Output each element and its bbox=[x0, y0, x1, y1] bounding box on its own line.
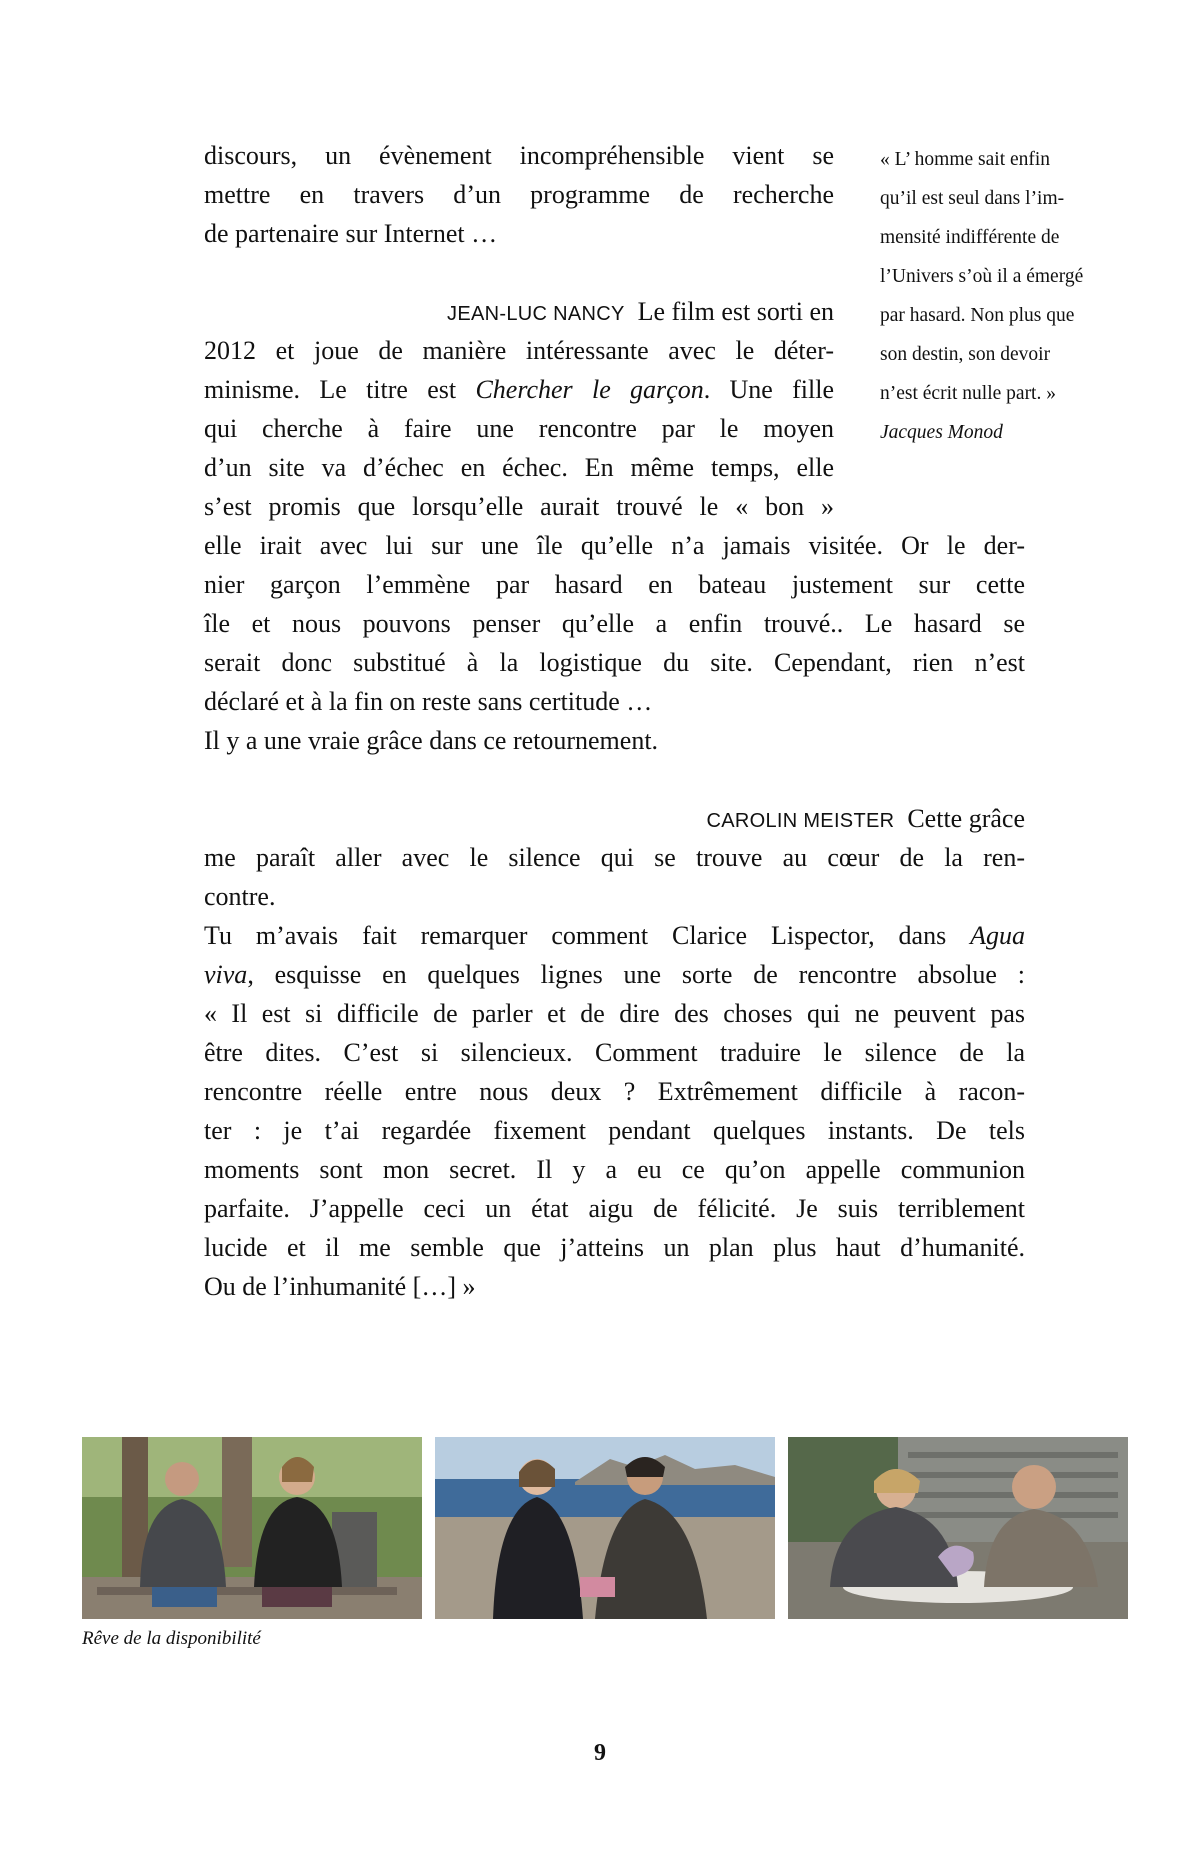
text-line: discours, un évènement incompréhensible vient se bbox=[204, 141, 834, 170]
text-line: de partenaire sur Internet … bbox=[204, 219, 498, 248]
text-line: serait donc substitué à la logistique du site. Cependant, rien n’est bbox=[204, 648, 1025, 677]
text-line: ter : je t’ai regardée fixement pendant quelques instants. De tels bbox=[204, 1116, 1025, 1145]
text-line: d’un site va d’échec en échec. En même temps, elle bbox=[204, 453, 834, 482]
speaker-name: JEAN-LUC NANCY bbox=[447, 303, 625, 325]
park-bench-still bbox=[82, 1437, 422, 1619]
text-line: mettre en travers d’un programme de recherche bbox=[204, 180, 834, 209]
text-line: être dites. C’est si silencieux. Comment traduire le silence de la bbox=[204, 1038, 1025, 1067]
seaside-still bbox=[435, 1437, 775, 1619]
text-line: déclaré et à la fin on reste sans certitude … bbox=[204, 687, 653, 716]
book-title: Agua bbox=[970, 921, 1025, 950]
text-line: moments sont mon secret. Il y a eu ce qu’on appelle communion bbox=[204, 1155, 1025, 1184]
film-title: Chercher le garçon bbox=[475, 375, 704, 404]
quote-line: par hasard. Non plus que bbox=[880, 305, 1075, 326]
quote-line: qu’il est seul dans l’im- bbox=[880, 188, 1065, 209]
quote-line: n’est écrit nulle part. » bbox=[880, 383, 1056, 404]
text-line: lucide et il me semble que j’atteins un plan plus haut d’humanité. bbox=[204, 1233, 1025, 1262]
text-line: viva, esquisse en quelques lignes une sorte de rencontre absolue : bbox=[204, 960, 1025, 989]
text-line: elle irait avec lui sur une île qu’elle n’a jamais visitée. Or le der- bbox=[204, 531, 1025, 560]
quote-line: « L’ homme sait enfin bbox=[880, 149, 1051, 170]
cafe-table-still bbox=[788, 1437, 1128, 1619]
quote-line: mensité indifférente de bbox=[880, 227, 1060, 248]
text-line: Tu m’avais fait remarquer comment Clarice Lispector, dans Agua bbox=[204, 921, 1025, 950]
text-line: contre. bbox=[204, 882, 276, 911]
speaker-name: CAROLIN MEISTER bbox=[706, 810, 895, 832]
text-line: parfaite. J’appelle ceci un état aigu de félicité. Je suis terriblement bbox=[204, 1194, 1025, 1223]
text-line: nier garçon l’emmène par hasard en bateau justement sur cette bbox=[204, 570, 1025, 599]
text-line: minisme. Le titre est Chercher le garçon. Une fille bbox=[204, 375, 834, 404]
page-number: 9 bbox=[594, 1740, 606, 1766]
text-line: CAROLIN MEISTER Cette grâce bbox=[706, 804, 1025, 833]
text-line: Ou de l’inhumanité […] » bbox=[204, 1272, 476, 1301]
quote-author: Jacques Monod bbox=[880, 422, 1003, 443]
text-line: île et nous pouvons penser qu’elle a enfin trouvé.. Le hasard se bbox=[204, 609, 1025, 638]
text-line: qui cherche à faire une rencontre par le moyen bbox=[204, 414, 834, 443]
quote-line: son destin, son devoir bbox=[880, 344, 1051, 365]
text-line: Il y a une vraie grâce dans ce retournement. bbox=[204, 726, 659, 755]
figure-caption: Rêve de la disponibilité bbox=[82, 1628, 261, 1649]
text-line: JEAN-LUC NANCY Le film est sorti en bbox=[447, 297, 834, 326]
text-line: me paraît aller avec le silence qui se trouve au cœur de la ren- bbox=[204, 843, 1025, 872]
text-line: 2012 et joue de manière intéressante avec le déter- bbox=[204, 336, 834, 365]
text-line: rencontre réelle entre nous deux ? Extrêmement difficile à racon- bbox=[204, 1077, 1025, 1106]
quote-line: l’Univers s’où il a émergé bbox=[880, 266, 1084, 287]
book-title: viva bbox=[204, 960, 248, 989]
text-line: « Il est si difficile de parler et de dire des choses qui ne peuvent pas bbox=[204, 999, 1025, 1028]
text-line: s’est promis que lorsqu’elle aurait trouvé le « bon » bbox=[204, 492, 834, 521]
